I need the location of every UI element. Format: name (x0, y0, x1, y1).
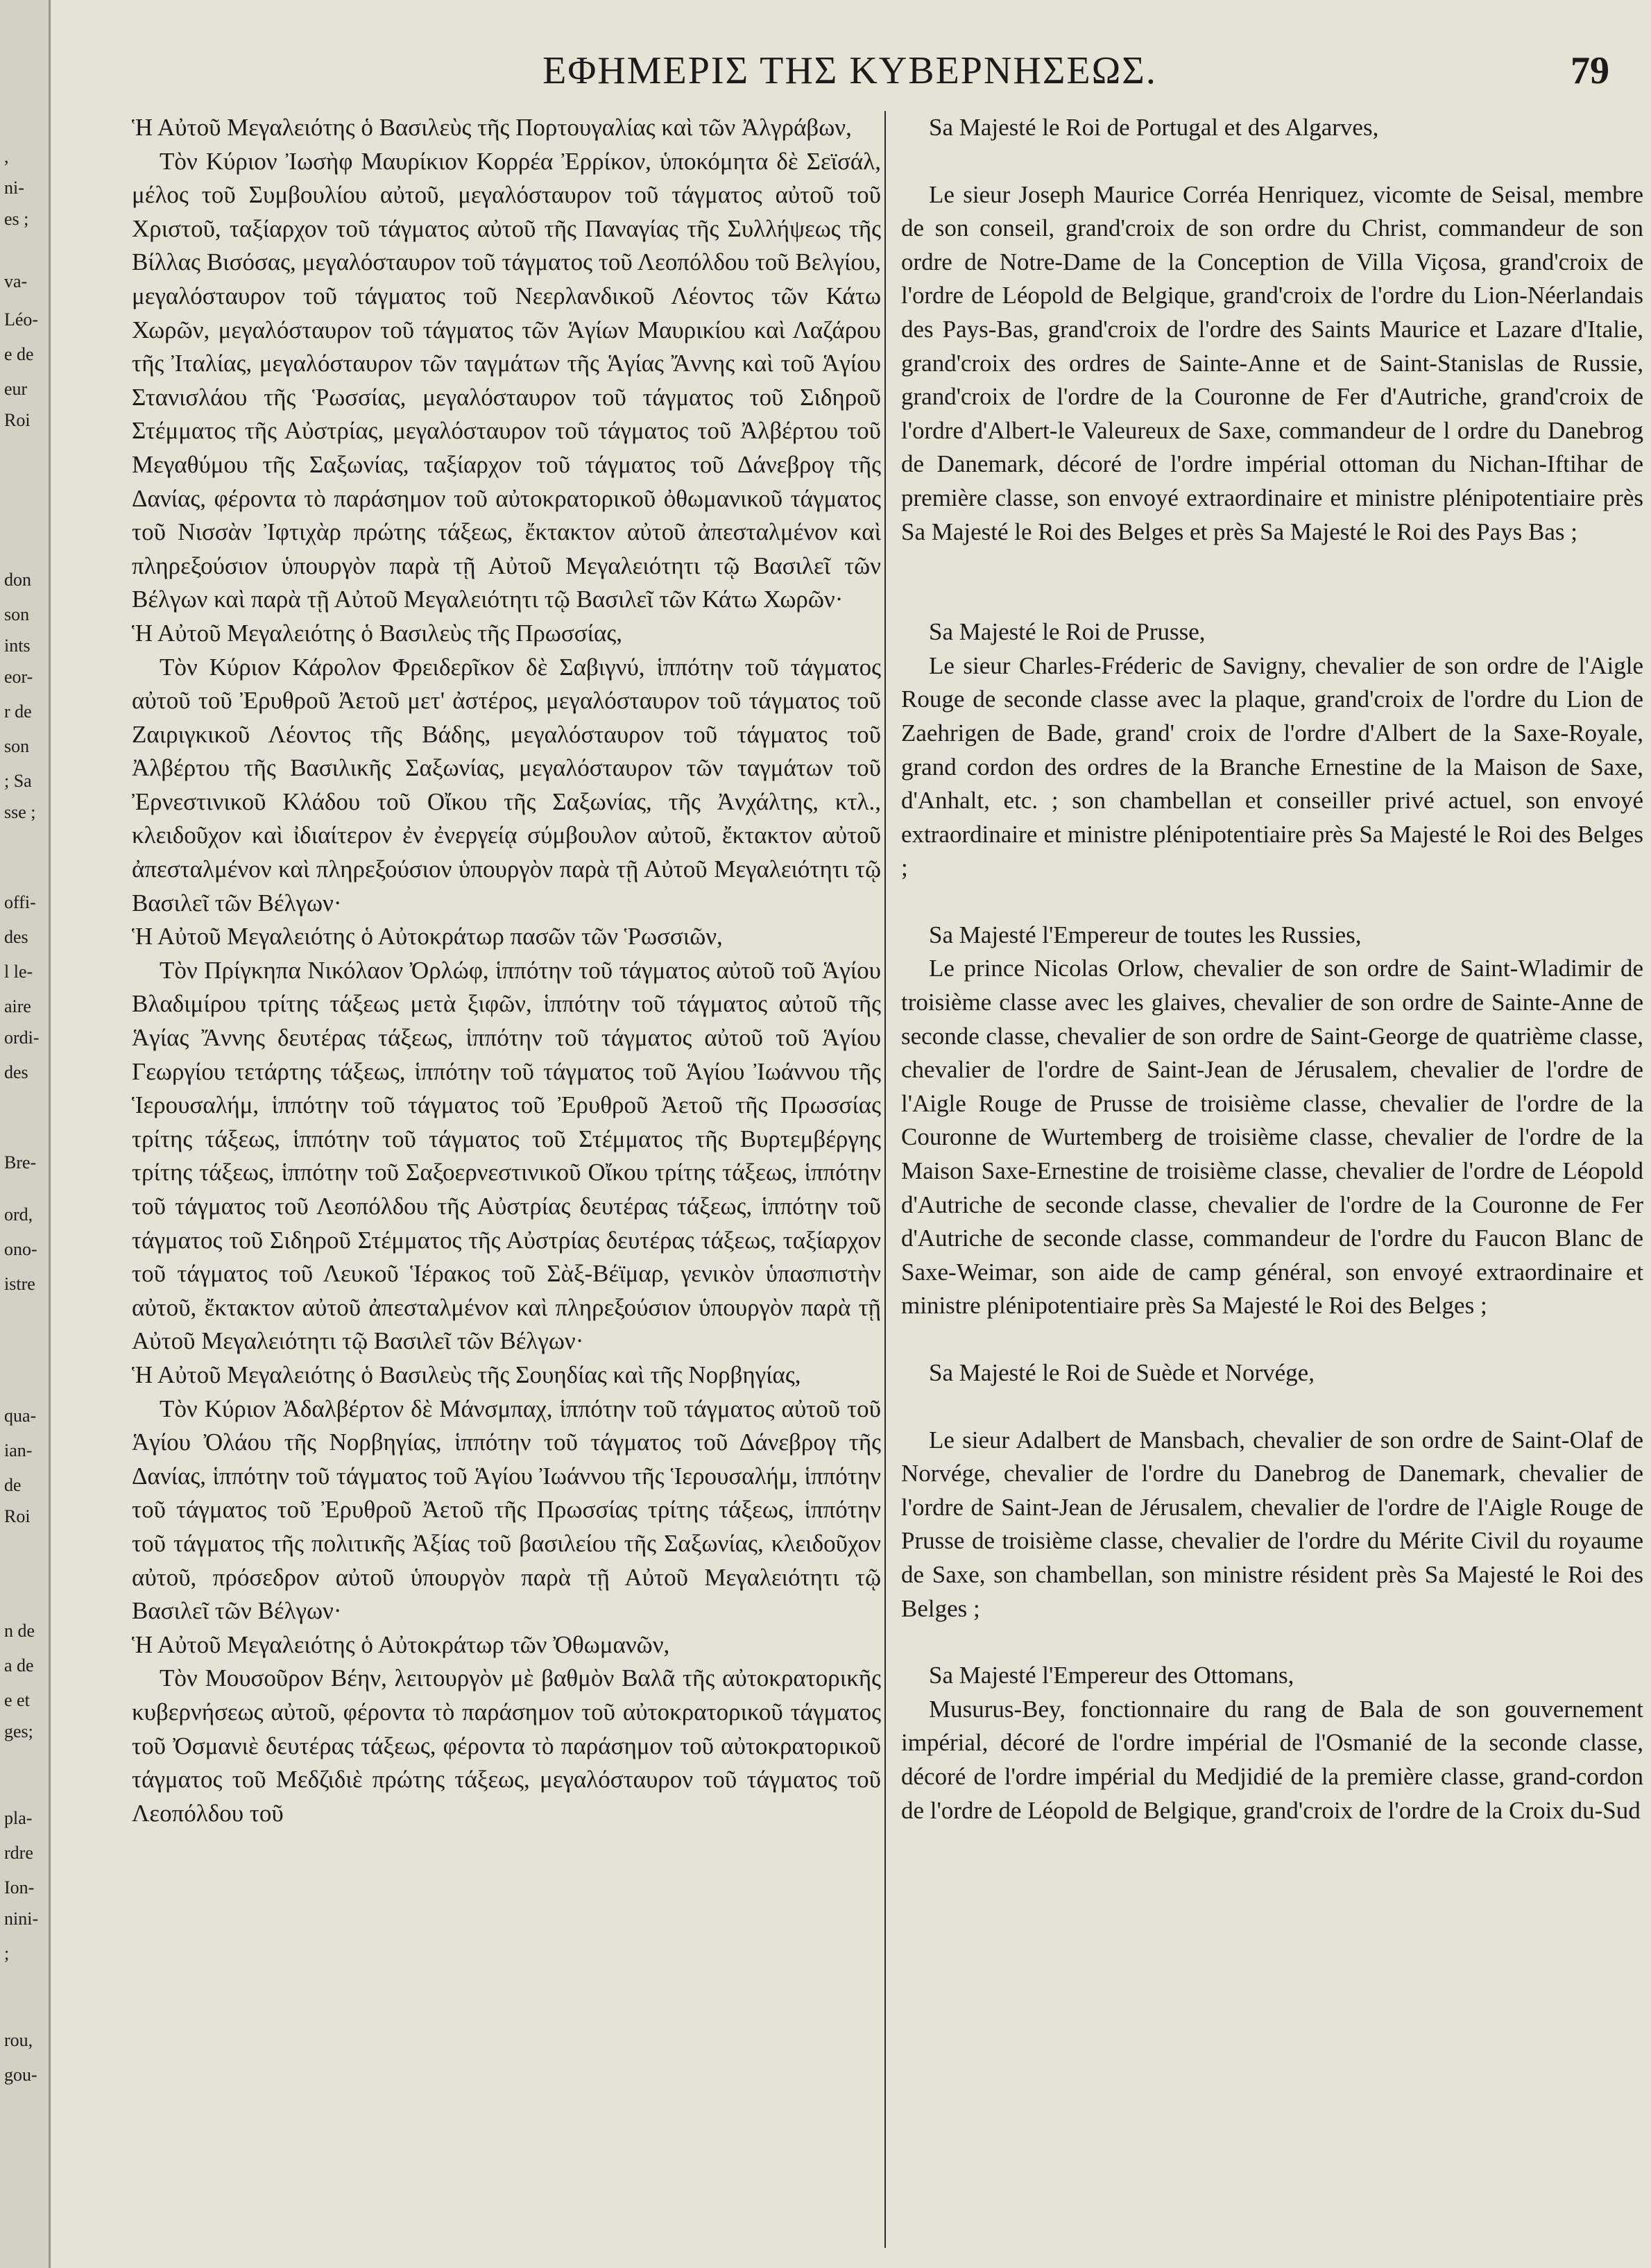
margin-fragment: nini- (4, 1909, 39, 1929)
greek-column (132, 111, 881, 2248)
margin-fragment: ni- (4, 178, 24, 198)
margin-fragment: eor- (4, 667, 33, 687)
margin-fragment: des (4, 1062, 28, 1082)
margin-fragment: Ion- (4, 1877, 35, 1898)
french-paragraph: Le sieur Adalbert de Mansbach, chevalier de son ordre de Saint-Olaf de Norvége, chevalier de l'ordre du Danebrog de Danemark, chevalier de l'ordre de Saint-Jean de Jérusalem, chevalier de l'ordre de l'Aigle Rouge de Prusse de troisième classe, chevalier de l'ordre du Mérite Civil du royaume de Saxe, son chambellan, son ministre résident près Sa Majesté le Roi des Belges ; (901, 1426, 1643, 1622)
page-header (76, 43, 1623, 99)
greek-paragraph: Ἡ Αὐτοῦ Μεγαλειότης ὁ Βασιλεὺς τῆς Σουηδίας καὶ τῆς Νορβηγίας, (132, 1361, 801, 1388)
gazette-page (76, 0, 1643, 2268)
french-paragraph: Sa Majesté le Roi de Suède et Norvége, (929, 1359, 1315, 1386)
gazette-title: ΕΦΗΜΕΡΙΣ ΤΗΣ ΚΥΒΕΡΝΗΣΕΩΣ. (542, 49, 1157, 92)
margin-fragment: don (4, 570, 31, 590)
margin-fragment: ord, (4, 1204, 33, 1225)
margin-fragment: de (4, 1475, 22, 1495)
margin-fragment: e de (4, 344, 34, 364)
french-paragraph: Le sieur Charles-Fréderic de Savigny, chevalier de son ordre de l'Aigle Rouge de seconde classe avec la plaque, grand'croix de l'ordre du Lion de Zaehrigen de Bade, grand' croix de l'ordre d'Albert de la Saxe-Royale, grand cordon des ordres de la Branche Ernestine de la Maison de Saxe, d'Anhalt, etc. ; son chambellan et conseiller privé actuel, son envoyé extraordinaire et ministre plénipotentiaire près Sa Majesté le Roi des Belges ; (901, 651, 1643, 882)
margin-fragment: eur (4, 379, 28, 399)
margin-fragment: son (4, 736, 30, 756)
margin-fragment: rdre (4, 1843, 33, 1863)
margin-fragment: ints (4, 636, 31, 656)
margin-fragment: pla- (4, 1808, 33, 1828)
greek-paragraph: Ἡ Αὐτοῦ Μεγαλειότης ὁ Αὐτοκράτωρ τῶν Ὀθωμανῶν, (132, 1630, 670, 1658)
adjacent-page-margin (0, 0, 51, 2268)
margin-fragment: gou- (4, 2065, 37, 2085)
margin-fragment: aire (4, 996, 31, 1016)
french-paragraph: Sa Majesté l'Empereur de toutes les Russies, (929, 921, 1362, 948)
greek-paragraph: Ἡ Αὐτοῦ Μεγαλειότης ὁ Βασιλεὺς τῆς Πορτουγαλίας καὶ τῶν Ἀλγράβων, (132, 114, 852, 141)
margin-fragment: n de (4, 1621, 35, 1641)
margin-fragment: ; (4, 1943, 10, 1963)
margin-fragment: ; Sa (4, 771, 32, 791)
french-paragraph: Musurus-Bey, fonctionnaire du rang de Bala de son gouvernement impérial, décoré de l'ordre impérial de l'Osmanié de la seconde classe, décoré de l'ordre impérial du Medjidié de la première classe, grand-cordon de l'ordre de Léopold de Belgique, grand'croix de l'ordre de la Croix du-Sud (901, 1695, 1643, 1824)
french-column (884, 111, 1643, 2248)
margin-fragment: l le- (4, 962, 33, 982)
margin-fragment: a de (4, 1655, 34, 1676)
greek-paragraph: Τὸν Μουσοῦρον Βέην, λειτουργὸν μὲ βαθμὸν Βαλᾶ τῆς αὐτοκρατορικῆς κυβερνήσεως αὐτοῦ, φέροντα τὸ παράσημον τοῦ αὐτοκρατορικοῦ τάγματος τοῦ Ὀσμανιὲ δευτέρας τάξεως, φέροντα τὸ παράσημον τοῦ αὐτοκρατορικοῦ τάγματος τοῦ Μεδζιδιὲ πρώτης τάξεως, μεγαλόσταυρον τοῦ τάγματος τοῦ Λεοπόλδου τοῦ (132, 1664, 881, 1827)
french-paragraph: Sa Majesté le Roi de Portugal et des Algarves, (929, 114, 1379, 141)
greek-paragraph: Ἡ Αὐτοῦ Μεγαλειότης ὁ Αὐτοκράτωρ πασῶν τῶν Ῥωσσιῶν, (132, 923, 723, 950)
margin-fragment: ono- (4, 1239, 37, 1259)
greek-paragraph: Τὸν Κύριον Ἰωσὴφ Μαυρίκιον Κορρέα Ἐρρίκον, ὑποκόμητα δὲ Σεϊσάλ, μέλος τοῦ Συμβουλίου αὐτοῦ, μεγαλόσταυρον τοῦ τάγματος αὐτοῦ τοῦ Χριστοῦ, ταξίαρχον τοῦ τάγματος αὐτοῦ τῆς Παναγίας τῆς Συλλήψεως τῆς Βίλλας Βισόσας, μεγαλόσταυρον τοῦ τάγματος τοῦ Λεοπόλδου τοῦ Βελγίου, μεγαλόσταυρον τοῦ τάγματος τοῦ Νεερλανδικοῦ Λέοντος τῶν Κάτω Χωρῶν, μεγαλόσταυρον τοῦ τάγματος τῶν Ἁγίων Μαυρικίου καὶ Λαζάρου τῆς Ἰταλίας, μεγαλόσταυρον τῶν ταγμάτων τῆς Ἁγίας Ἄννης καὶ τοῦ Ἁγίου Στανισλάου τῆς Ῥωσσίας, μεγαλόσταυρον τοῦ τάγματος τοῦ Σιδηροῦ Στέμματος τῆς Αὐστρίας, μεγαλόσταυρον τοῦ τάγματος τοῦ Ἀλβέρτου τοῦ Μεγαθύμου τῆς Σαξωνίας, ταξίαρχον τοῦ τάγματος τοῦ Δάνεβρογ τῆς Δανίας, φέροντα τὸ παράσημον τοῦ αὐτοκρατορικοῦ ὀθωμανικοῦ τάγματος τοῦ Νισσὰν Ἰφτιχὰρ πρώτης τάξεως, ἔκτακτον αὐτοῦ ἀπεσταλμένον καὶ πληρεξούσιον ὑπουργὸν παρὰ τῇ Αὐτοῦ Μεγαλειότητι τῷ Βασιλεῖ τῶν Βέλγων καὶ παρὰ τῇ Αὐτοῦ Μεγαλειότητι τῷ Βασιλεῖ τῶν Κάτω Χωρῶν· (132, 147, 881, 613)
greek-paragraph: Ἡ Αὐτοῦ Μεγαλειότης ὁ Βασιλεὺς τῆς Πρωσσίας, (132, 619, 623, 647)
page-number: 79 (1571, 49, 1609, 92)
french-paragraph: Sa Majesté l'Empereur des Ottomans, (929, 1662, 1294, 1689)
margin-fragment: ordi- (4, 1028, 40, 1048)
margin-fragment: son (4, 604, 30, 624)
margin-fragment: istre (4, 1274, 35, 1294)
margin-fragment: Léo- (4, 309, 39, 330)
margin-fragment: es ; (4, 209, 29, 229)
margin-fragment: qua- (4, 1406, 37, 1426)
french-paragraph: Le sieur Joseph Maurice Corréa Henriquez, vicomte de Seisal, membre de son conseil, grand'croix de son ordre du Christ, commandeur de son ordre de Notre-Dame de la Conception de Villa Viçosa, grand'croix de l'ordre de Léopold de Belgique, grand'croix de l'ordre du Lion-Néerlandais des Pays-Bas, grand'croix de l'ordre des Saints Maurice et Lazare d'Italie, grand'croix des ordres de Sainte-Anne et de Saint-Stanislas de Russie, grand'croix de l'ordre de la Couronne de Fer d'Autriche, grand'croix de l'ordre d'Albert-le Valeureux de Saxe, commandeur de l ordre du Danebrog de Danemark, décoré de l'ordre impérial ottoman du Nichan-Iftihar de première classe, son envoyé extraordinaire et ministre plénipotentiaire près Sa Majesté le Roi des Belges et près Sa Majesté le Roi des Pays Bas ; (901, 180, 1643, 545)
margin-fragment: , (4, 146, 9, 167)
french-paragraph: Sa Majesté le Roi de Prusse, (929, 618, 1206, 646)
margin-fragment: sse ; (4, 802, 36, 822)
margin-fragment: e et (4, 1690, 30, 1710)
french-paragraph: Le prince Nicolas Orlow, chevalier de son ordre de Saint-Wladimir de troisième classe avec les glaives, chevalier de son ordre de Sainte-Anne de seconde classe, chevalier de son ordre de Saint-George de quatrième classe, chevalier de l'ordre de Saint-Jean de Jérusalem, chevalier de l'ordre de l'Aigle Rouge de Prusse de troisième classe, chevalier de l'ordre de la Couronne de Wurtemberg de troisième classe, chevalier de l'ordre de la Maison Saxe-Ernestine de troisième classe, chevalier de l'ordre de Léopold d'Autriche de seconde classe, chevalier de l'ordre de la Couronne de Fer d'Autriche de seconde classe, commandeur de l'ordre du Faucon Blanc de Saxe-Weimar, son aide de camp général, son envoyé extraordinaire et ministre plénipotentiaire près Sa Majesté le Roi des Belges ; (901, 955, 1643, 1320)
margin-fragment: Roi (4, 1506, 31, 1526)
margin-fragment: offi- (4, 892, 36, 912)
margin-fragment: ges; (4, 1721, 33, 1741)
margin-fragment: rou, (4, 2030, 33, 2050)
margin-fragment: r de (4, 701, 32, 722)
margin-fragment: Bre- (4, 1152, 37, 1173)
margin-fragment: va- (4, 271, 28, 291)
margin-fragment: des (4, 927, 28, 947)
margin-fragment: Roi (4, 410, 31, 430)
margin-fragment: ian- (4, 1440, 33, 1460)
greek-paragraph: Τὸν Κύριον Κάρολον Φρειδερῖκον δὲ Σαβιγνύ, ἱππότην τοῦ τάγματος αὐτοῦ τοῦ Ἐρυθροῦ Ἀετοῦ μετ' ἀστέρος, μεγαλόσταυρον τοῦ τάγματος τοῦ Ζαιριγκικοῦ Λέοντος τῆς Βάδης, μεγαλόσταυρον τοῦ τάγματος τοῦ Ἀλβέρτου τῆς Βασιλικῆς Σαξωνίας, μεγαλόσταυρον τῶν ταγμάτων τοῦ Ἐρνεστινικοῦ Κλάδου τοῦ Οἴκου τῆς Σαξωνίας, τῆς Ἀνχάλτης, κτλ., κλειδοῦχον καὶ ἰδιαίτερον ἐν ἐνεργείᾳ σύμβουλον αὐτοῦ, ἔκτακτον αὐτοῦ ἀπεσταλμένον καὶ πληρεξούσιον ὑπουργὸν παρὰ τῇ Αὐτοῦ Μεγαλειότητι τῷ Βασιλεῖ τῶν Βέλγων· (132, 653, 881, 916)
greek-paragraph: Τὸν Πρίγκηπα Νικόλαον Ὀρλώφ, ἱππότην τοῦ τάγματος αὐτοῦ τοῦ Ἁγίου Βλαδιμίρου τρίτης τάξεως μετὰ ξιφῶν, ἱππότην τοῦ τάγματος αὐτοῦ τῆς Ἁγίας Ἄννης δευτέρας τάξεως, ἱππότην τοῦ τάγματος αὐτοῦ τοῦ Ἁγίου Γεωργίου τετάρτης τάξεως, ἱππότην τοῦ τάγματος τοῦ Ἁγίου Ἰωάννου τῆς Ἱερουσαλήμ, ἱππότην τοῦ τάγματος τοῦ Ἐρυθροῦ Ἀετοῦ τῆς Πρωσσίας τρίτης τάξεως, ἱππότην τοῦ τάγματος τοῦ Στέμματος τῆς Βυρτεμβέργης τρίτης τάξεως, ἱππότην τοῦ Σαξοερνεστινικοῦ Οἴκου τρίτης τάξεως, ἱππότην τοῦ τάγματος τοῦ Λεοπόλδου τῆς Αὐστρίας δευτέρας τάξεως, ἱππότην τοῦ τάγματος τοῦ Σιδηροῦ Στέμματος τῆς Αὐστρίας δευτέρας τάξεως, ταξίαρχον τοῦ τάγματος τοῦ Λευκοῦ Ἱέρακος τοῦ Σὰξ-Βέϊμαρ, γενικὸν ὑπασπιστὴν αὐτοῦ, ἔκτακτον αὐτοῦ ἀπεσταλμένον καὶ πληρεξούσιον ὑπουργὸν παρὰ τῇ Αὐτοῦ Μεγαλειότητι τῷ Βασιλεῖ τῶν Βέλγων· (132, 956, 881, 1355)
greek-paragraph: Τὸν Κύριον Ἀδαλβέρτον δὲ Μάνσμπαχ, ἱππότην τοῦ τάγματος αὐτοῦ τοῦ Ἁγίου Ὀλάου τῆς Νορβηγίας, ἱππότην τοῦ τάγματος τοῦ Δάνεβρογ τῆς Δανίας, ἱππότην τοῦ τάγματος τοῦ Ἁγίου Ἰωάννου τῆς Ἱερουσαλήμ, ἱππότην τοῦ τάγματος τοῦ Ἐρυθροῦ Ἀετοῦ τῆς Πρωσσίας τρίτης τάξεως, ἱππότην τοῦ τάγματος τῆς πολιτικῆς Ἀξίας τοῦ βασιλείου τῆς Σαξωνίας, κλειδοῦχον αὐτοῦ, πρόσεδρον αὐτοῦ ὑπουργὸν παρὰ τῇ Αὐτοῦ Μεγαλειότητι τῷ Βασιλεῖ τῶν Βέλγων· (132, 1395, 881, 1625)
